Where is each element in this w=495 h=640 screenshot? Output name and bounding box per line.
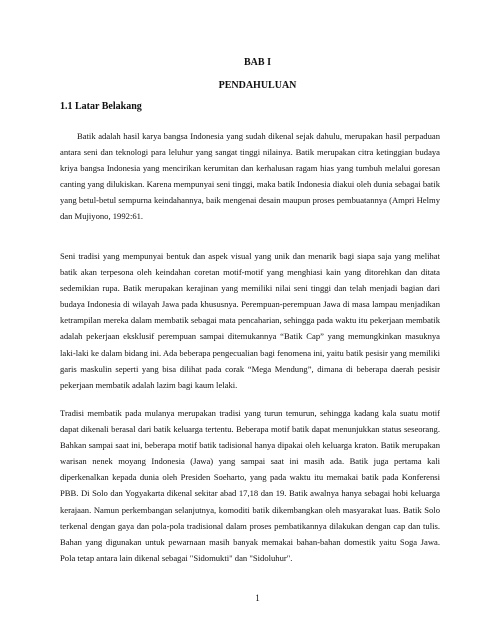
- section-heading: 1.1 Latar Belakang: [60, 101, 142, 112]
- page-number: 1: [255, 593, 260, 603]
- chapter-label: BAB I: [244, 57, 271, 68]
- paragraph-2: Seni tradisi yang mempunyai bentuk dan aspek visual yang unik dan menarik bagi siapa saja yang melihat batik akan terpesona oleh keindahan coretan motif-motif yang menghiasi kain yang ditorehkan dan ditata sedemikian rupa. Batik merupakan kerajinan yang memiliki nilai seni tinggi dan telah menjadi bagian dari budaya Indonesia di wilayah Jawa pada khususnya. Perempuan-perempuan Jawa di masa lampau menjadikan ketrampilan mereka dalam membatik sebagai mata pencaharian, sehingga pada waktu itu pekerjaan membatik adalah pekerjaan eksklusif perempuan sampai ditemukannya “Batik Cap” yang memungkinkan masuknya laki-laki ke dalam bidang ini. Ada beberapa pengecualian bagi fenomena ini, yaitu batik pesisir yang memiliki garis maskulin seperti yang bisa dilihat pada corak “Mega Mendung”, dimana di beberapa daerah pesisir pekerjaan membatik adalah lazim bagi kaum lelaki.: [60, 251, 440, 390]
- paragraph-3: Tradisi membatik pada mulanya merupakan tradisi yang turun temurun, sehingga kadang kala suatu motif dapat dikenali berasal dari batik keluarga tertentu. Beberapa motif batik dapat menunjukkan status seseorang. Bahkan sampai saat ini, beberapa motif batik tadisional hanya dipakai oleh keluarga kraton. Batik merupakan warisan nenek moyang Indonesia (Jawa) yang sampai saat ini masih ada. Batik juga pertama kali diperkenalkan kepada dunia oleh Presiden Soeharto, yang pada waktu itu memakai batik pada Konferensi PBB. Di Solo dan Yogyakarta dikenal sekitar abad 17,18 dan 19. Batik awalnya hanya sebagai hobi keluarga kerajaan. Namun perkembangan selanjutnya, komoditi batik dikembangkan oleh masyarakat luas. Batik Solo terkenal dengan gaya dan pola-pola tradisional dalam proses pembatikannya dilakukan dengan cap dan tulis. Bahan yang digunakan untuk pewarnaan masih banyak memakai bahan-bahan domestik yaitu Soga Jawa. Pola tetap antara lain dikenal sebagai "Sidomukti" dan "Sidoluhur".: [60, 408, 440, 563]
- chapter-title: PENDAHULUAN: [218, 80, 297, 91]
- paragraph-1: Batik adalah hasil karya bangsa Indonesia yang sudah dikenal sejak dahulu, merupakan hasil perpaduan antara seni dan teknologi para leluhur yang sangat tinggi nilainya. Batik merupakan citra ketinggian budaya kriya bangsa Indonesia yang mencirikan kerumitan dan kerhalusan ragam hias yang tumbuh melalui goresan canting yang dilukiskan. Karena mempunyai seni tinggi, maka batik Indonesia diakui oleh dunia sebagai batik yang betul-betul sempurna keindahannya, baik mengenai desain maupun proses pembuatannya (Ampri Helmy dan Mujiyono, 1992:61.: [60, 131, 440, 222]
